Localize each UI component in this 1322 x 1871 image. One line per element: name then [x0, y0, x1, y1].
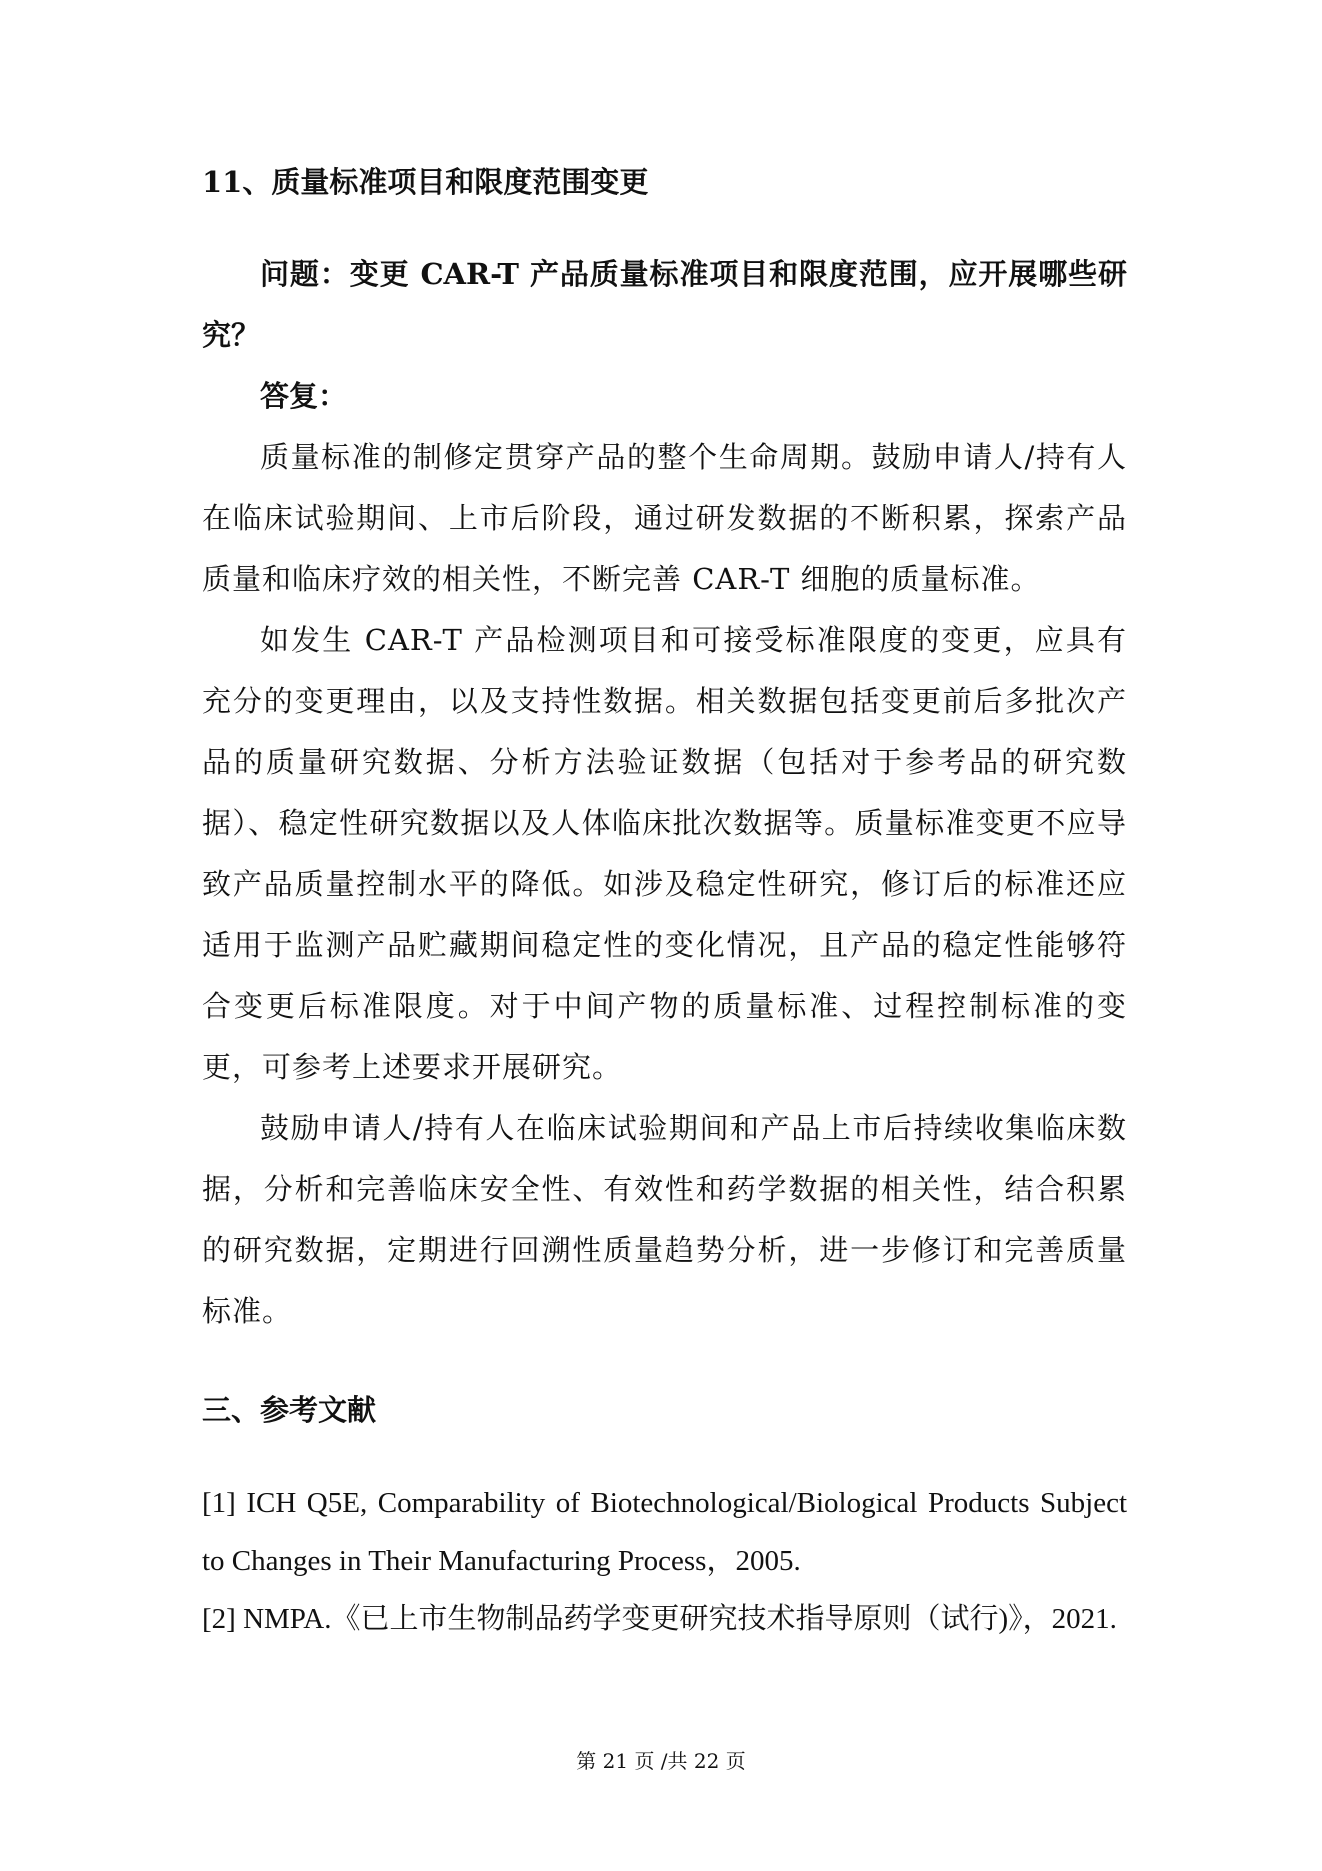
body-paragraph: 如发生 CAR-T 产品检测项目和可接受标准限度的变更，应具有充分的变更理由，以及支持性数据。相关数据包括变更前后多批次产品的质量研究数据、分析方法验证数据（包括对于参考品的研究数据）、稳定性研究数据以及人体临床批次数据等。质量标准变更不应导致产品质量控制水平的降低。如涉及稳定性研究，修订后的标准还应适用于监测产品贮藏期间稳定性的变化情况，且产品的稳定性能够符合变更后标准限度。对于中间产物的质量标准、过程控制标准的变更，可参考上述要求开展研究。	[202, 623, 1127, 1084]
answer-label: 答复：	[260, 379, 348, 413]
page-content	[202, 160, 1127, 1648]
body-paragraph: 质量标准的制修定贯穿产品的整个生命周期。鼓励申请人/持有人在临床试验期间、上市后阶段，通过研发数据的不断积累，探索产品质量和临床疗效的相关性，不断完善 CAR-T 细胞的质量标准。	[202, 440, 1127, 596]
section-heading: 三、参考文献	[202, 1393, 377, 1427]
page-number: 第 21 页 /共 22 页	[576, 1749, 746, 1773]
reference-item: [1] ICH Q5E, Comparability of Biotechnological/Biological Products Subject to Changes in Their Manufacturing Process，2005.	[202, 1487, 1127, 1577]
reference-list	[202, 1474, 1127, 1648]
reference-item: [2] NMPA.《已上市生物制品药学变更研究技术指导原则（试行)》，2021.	[202, 1603, 1117, 1635]
subsection-heading: 11、质量标准项目和限度范围变更	[202, 165, 649, 199]
body-paragraph: 鼓励申请人/持有人在临床试验期间和产品上市后持续收集临床数据，分析和完善临床安全性、有效性和药学数据的相关性，结合积累的研究数据，定期进行回溯性质量趋势分析，进一步修订和完善质量标准。	[202, 1111, 1127, 1328]
question-text: 问题：变更 CAR-T 产品质量标准项目和限度范围，应开展哪些研究？	[202, 257, 1127, 352]
